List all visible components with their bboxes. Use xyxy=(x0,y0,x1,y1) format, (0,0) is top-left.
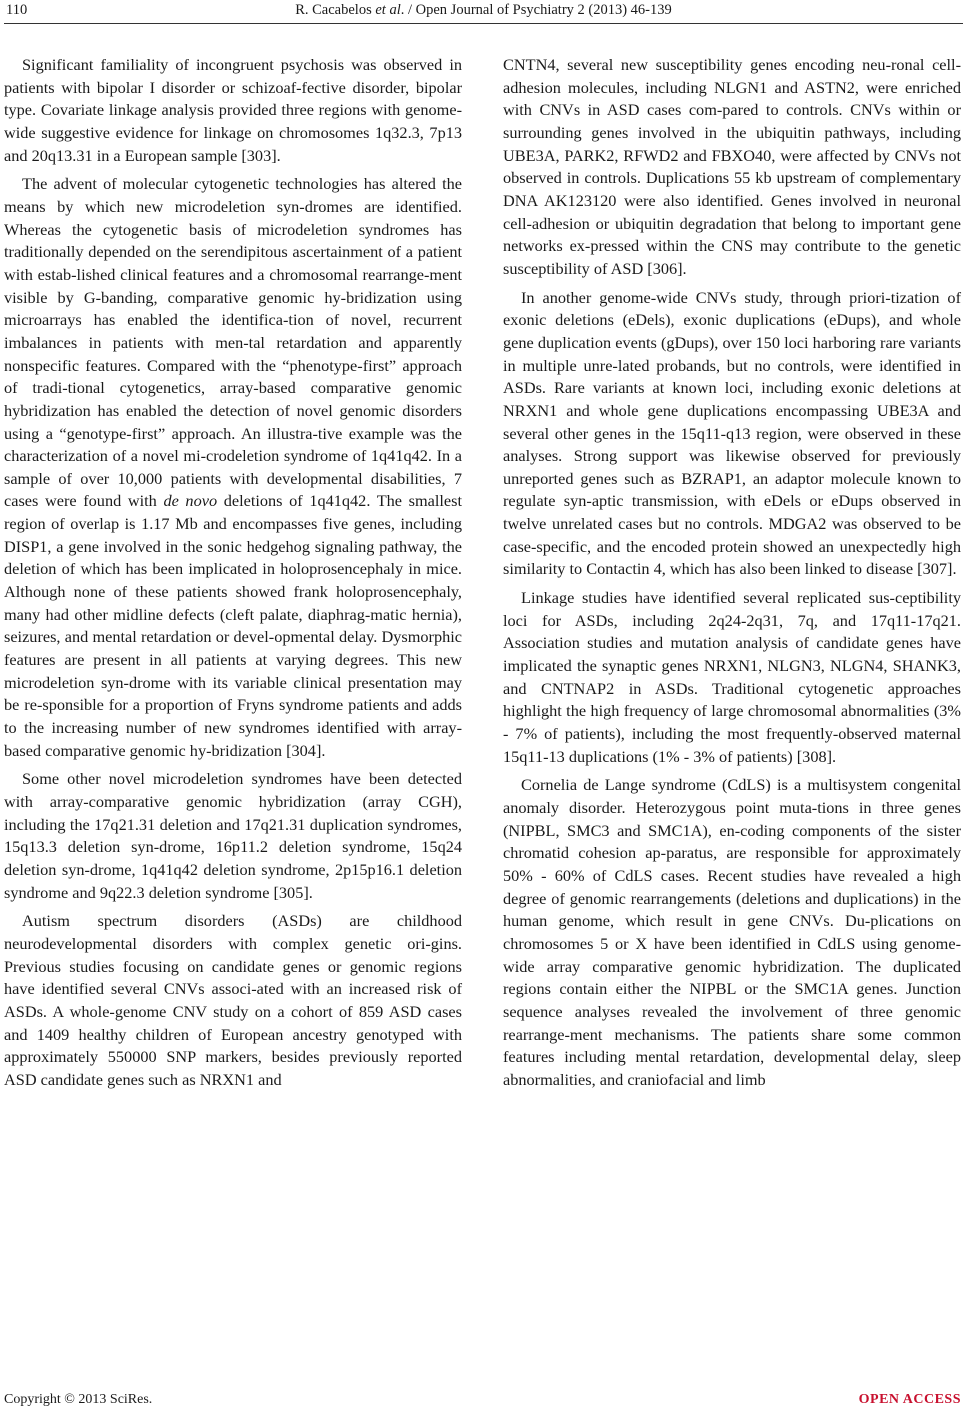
paragraph-microdeletion-syndromes: Some other novel microdeletion syndromes have been detected with array-comparative genomic hybridization (array CGH), including the 17q21.31 deletion and 17q21.31 duplication syndromes, 15q13.3 deletion syn-drome, 16p11.2 deletion syndrome, 15q24 deletion syn-drome, 1q41q42 deletion syndrome, 2p15p16.1 deletion syndrome and 9q22.3 deletion syndrome [305]. xyxy=(4,769,462,902)
paragraph-linkage-studies: Linkage studies have identified several replicated sus-ceptibility loci for ASDs, including 2q24-2q31, 7q, and 17q11-17q21. Association studies and mutation analysis of candidate genes have implicated the synaptic genes NRXN1, NLGN3, NLGN4, SHANK3, and CNTNAP2 in ASDs. Traditional cytogenetic approaches highlight the high frequency of large chromosomal abnormalities (3% - 7% of patients), including the most frequently-observed maternal 15q11-13 duplications (1% - 3% of patients) [308]. xyxy=(503,588,961,766)
header-divider xyxy=(4,23,963,24)
paragraph-cytogenetic-a: The advent of molecular cytogenetic technologies has altered the means by which new microdeletion syn-dromes are identified. Whereas the cytogenetic basis of microdeletion syndromes has traditionally depended on the serendipitous ascertainment of a patient with estab-lished clinical features and a chromosomal rearrange-ment visible by G-banding, comparative genomic hy-bridization using microarrays has enabled the identifica-tion of novel, recurrent imbalances in patients with men-tal retardation and apparently nonspecific features. Compared with the “phenotype-first” approach of tradi-tional cytogenetics, array-based comparative genomic hybridization has enabled the detection of novel genomic disorders using a “genotype-first” approach. An illustra-tive example was the characterization of a novel mi-crodeletion syndrome of 1q41q42. In a sample of over 10,000 patients with developmental disabilities, 7 cases were found with xyxy=(4,174,462,511)
running-head-etal: et al xyxy=(375,2,401,18)
paragraph-cornelia-de-lange: Cornelia de Lange syndrome (CdLS) is a multisystem congenital anomaly disorder. Heterozygous point muta-tions in three genes (NIPBL, SMC3 and SMC1A), en-coding components of the sister chromatid cohesion ap-paratus, are responsible for approximately 50% - 60% of CdLS cases. Recent studies have revealed a high degree of genomic rearrangements (deletions and duplications) in the human genome, which result in gene CNVs. Du-plications on chromosomes 5 or X have been identified in CdLS using genome-wide array comparative genomic hybridization. The duplicated regions contain either the NIPBL or the SMC1A genes. Junction sequence analyses revealed the involvement of three genomic rearrange-ment mechanisms. The patients share some common features including mental retardation, developmental delay, sleep abnormalities, and craniofacial and limb xyxy=(503,775,961,1089)
page-footer xyxy=(0,1392,967,1412)
running-head xyxy=(0,2,967,19)
paragraph-cytogenetic-b: deletions of 1q41q42. The smallest region of overlap is 1.17 Mb and encompasses five genes, including DISP1, a gene involved in the sonic hedgehog signaling pathway, the deletion of which has been implicated in holoprosencephaly in mice. Although none of these patients showed frank holoprosencephaly, many had other midline defects (cleft palate, diaphrag-matic hernia), seizures, and mental retardation or devel-opmental delay. Dysmorphic features are present in all patients at varying degrees. This new microdeletion syn-drome with its variable clinical presentation may be re-sponsible for a proportion of Fryns syndrome patients and adds to the increasing number of new syndromes identified with array-based comparative genomic hy-bridization [304]. xyxy=(4,491,463,760)
open-access-label: OPEN ACCESS xyxy=(858,1392,961,1407)
paragraph-cntn4-continued: CNTN4, several new susceptibility genes encoding neu-ronal cell-adhesion molecules, including NLGN1 and ASTN2, were enriched with CNVs in ASD cases com-pared to controls. CNVs within or surrounding genes involved in the ubiquitin pathways, including UBE3A, PARK2, RFWD2 and FBXO40, were affected by CNVs not observed in controls. Duplications 55 kb upstream of complementary DNA AK123120 were also identified. Genes involved in neuronal cell-adhesion or ubiquitin degradation that belong to important gene networks ex-pressed within the CNS may contribute to the genetic susceptibility of ASD [306]. xyxy=(503,55,961,278)
italic-de-novo: de novo xyxy=(163,491,218,511)
right-column xyxy=(503,54,961,1364)
paragraph-genome-wide-cnvs: In another genome-wide CNVs study, through priori-tization of exonic deletions (eDels), exonic duplications (eDups), and whole gene duplication events (gDups), over 150 loci harboring rare variants in multiple unre-lated probands, but no controls, were identified in ASDs. Rare variants at known loci, including exonic deletions at NRXN1 and whole gene duplications encompassing UBE3A and several other genes in the 15q11-q13 region, were observed in these analyses. Strong support was likewise observed for previously unreported genes such as BZRAP1, an adaptor molecule known to regulate syn-aptic transmission, with eDels or eDups observed in twelve unrelated cases but no controls. MDGA2 was observed to be case-specific, and the encoded protein showed an unexpectedly high similarity to Contactin 4, which has also been linked to disease [307]. xyxy=(503,287,961,579)
paragraph-cytogenetic-technologies xyxy=(4,173,462,762)
paragraph-familiality: Significant familiality of incongruent psychosis was observed in patients with bipolar I disorder or schizoaf-fective disorder, bipolar type. Covariate linkage analysis provided three regions with genome-wide suggestive evidence for linkage on chromosomes 1q32.3, 7p13 and 20q13.31 in a European sample [303]. xyxy=(4,55,462,165)
running-head-journal: . / Open Journal of Psychiatry 2 (2013) 46-139 xyxy=(400,2,672,18)
copyright-notice: Copyright © 2013 SciRes. xyxy=(4,1392,153,1407)
running-head-authors: R. Cacabelos xyxy=(295,2,372,18)
page-header xyxy=(0,0,967,22)
page-number: 110 xyxy=(6,2,28,18)
paragraph-autism-cnv: Autism spectrum disorders (ASDs) are childhood neurodevelopmental disorders with complex genetic ori-gins. Previous studies focusing on candidate genes or genomic regions have identified several CNVs associ-ated with an increased risk of ASDs. A whole-genome CNV study on a cohort of 859 ASD cases and 1409 healthy children of European ancestry genotyped with approximately 550000 SNP markers, besides previously reported ASD candidate genes such as NRXN1 and xyxy=(4,911,462,1089)
left-column xyxy=(4,54,462,1364)
